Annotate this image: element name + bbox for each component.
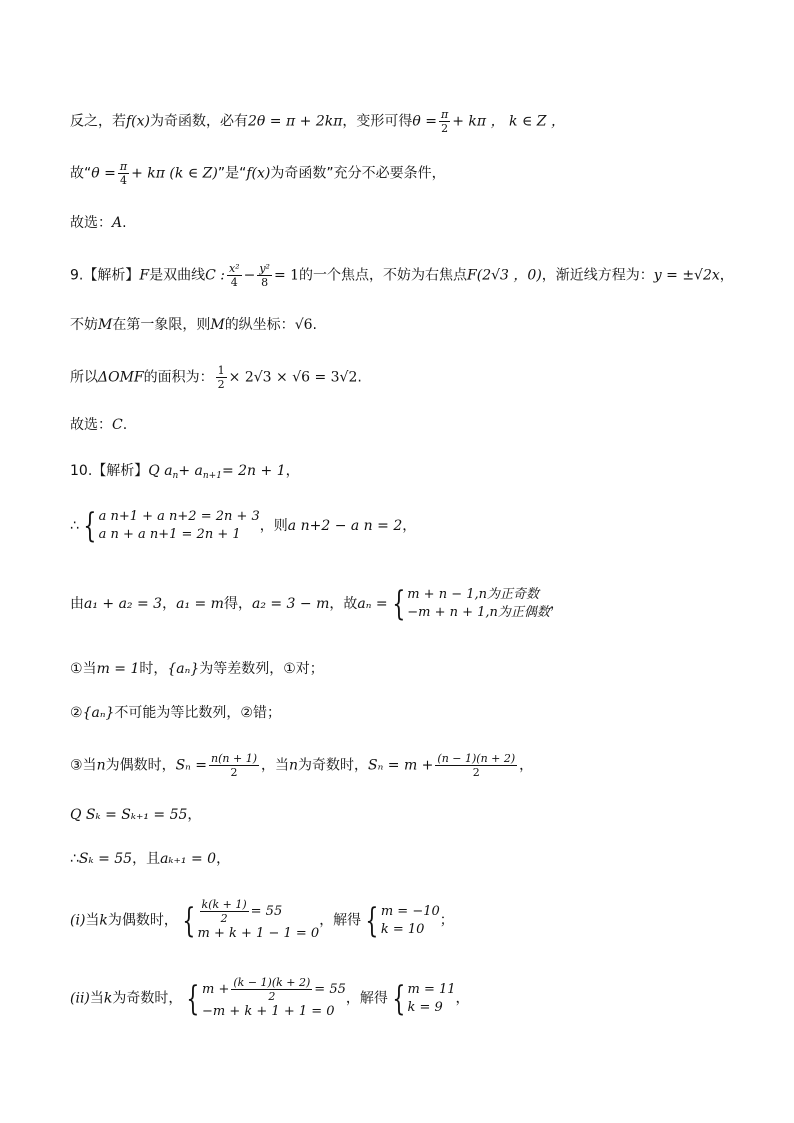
line-10: 由a₁ + a₂ = 3，a₁ = m得，a₂ = 3 − m，故aₙ = { m + n − 1,n为正奇数 −m + n + 1,n为正偶数 ， [70,584,564,624]
fraction: $\frac{k(k + 1)}{2}$ [201,898,247,925]
fraction: $\frac{n(n + 1)}{2}$ [211,752,258,779]
math: θ = [412,113,438,130]
equation-system: $\frac{k(k + 1)}{2}$ = 55 m + k + 1 − 1 = 0 [197,898,320,941]
brace: { [83,506,97,546]
line-1 [70,108,565,135]
text: 反之，若 [70,113,126,130]
line-4: 9.【解析】F是双曲线C : $\frac{\text{x²}}{4}$ − $\frac{\text{y²}}{8}$ = 1的一个焦点，不妨为右焦点F(2√3 ，0)，渐近线方程为：y = ±√2x， [70,262,734,289]
solution: m = 11 k = 9 [407,981,456,1015]
solution: m = −10 k = 10 [380,903,440,937]
fraction: $\frac{\pi}{4}$ [119,160,128,187]
math: f(x) [246,165,271,182]
text: 为奇函数”充分不必要条件， [270,165,446,182]
fraction: $\frac{1}{2}$ [217,364,225,391]
line-7: 故选：C. [70,417,128,433]
text: ，变形可得 [342,113,413,130]
math: θ = [91,165,116,182]
line-2 [70,160,446,187]
math: f(x) [126,113,151,130]
fraction: $\frac{\text{x²}}{4}$ [228,262,240,289]
text: 故“ [70,165,92,182]
piecewise: m + n − 1,n为正奇数 −m + n + 1,n为正偶数 [407,587,550,620]
line-6: 所以ΔOMF的面积为： $\frac{1}{2}$ × 2√3 × √6 = 3√2. [70,364,362,391]
line-14: Q Sₖ = Sₖ₊₁ = 55， [70,807,202,823]
text: 故选： [70,215,112,231]
line-12: ②{aₙ}不可能为等比数列，②错； [70,705,281,721]
fraction: $\frac{\pi}{2}$ [441,108,449,135]
line-15: ∴Sₖ = 55，且aₖ₊₁ = 0， [70,851,231,867]
brace: { [391,584,405,624]
math: 2θ = π + 2kπ [248,113,343,130]
math: + kπ (k ∈ Z) [131,165,218,182]
text: 为奇函数，必有 [150,113,249,130]
math: + kπ ， [452,113,505,130]
line-16: (i)当k为偶数时， { $\frac{k(k + 1)}{2}$ = 55 m + k + 1 − 1 = 0 ，解得 { m = −10 k = 10 ； [70,898,454,941]
line-8: 10.【解析】Q $a_n+ a_{n+1}= 2n + 1$， [70,463,300,481]
line-11: ①当m = 1时，{aₙ}为等差数列，①对； [70,661,324,677]
line-9: ∴ { a n+1 + a n+2 = 2n + 3 a n + a n+1 = 2n + 1 ，则a n+2 − a n = 2， [70,506,417,546]
text: ”是“ [217,165,247,182]
equation-system: a n+1 + a n+2 = 2n + 3 a n + a n+1 = 2n + 1 [98,509,260,542]
text: 9.【解析】 [70,267,140,284]
brace: { [186,978,200,1019]
answer: A [112,215,123,231]
line-13: ③当n为偶数时，Sₙ = $\frac{n(n + 1)}{2}$ ，当n为奇数时，Sₙ = m + $\frac{(n - 1)(n + 2)}{2}$ ， [70,752,534,779]
fraction: $\frac{\text{y²}}{8}$ [259,262,270,289]
brace: { [392,978,406,1019]
brace: { [182,900,196,941]
fraction: $\frac{(n - 1)(n + 2)}{2}$ [437,752,516,779]
fraction: $\frac{(k - 1)(k + 2)}{2}$ [233,976,311,1003]
brace: { [365,900,379,941]
math: k ∈ Z ， [509,113,565,130]
line-5: 不妨M在第一象限，则M的纵坐标：√6. [70,317,317,333]
line-17: (ii)当k为奇数时， { m + $\frac{(k - 1)(k + 2)}{2}$ = 55 −m + k + 1 + 1 = 0 ，解得 { m = 11 k = 9 ， [70,976,470,1019]
equation-system: m + $\frac{(k - 1)(k + 2)}{2}$ = 55 −m + k + 1 + 1 = 0 [202,976,346,1019]
answer: C [112,417,123,433]
line-3: 故选：A. [70,215,127,231]
